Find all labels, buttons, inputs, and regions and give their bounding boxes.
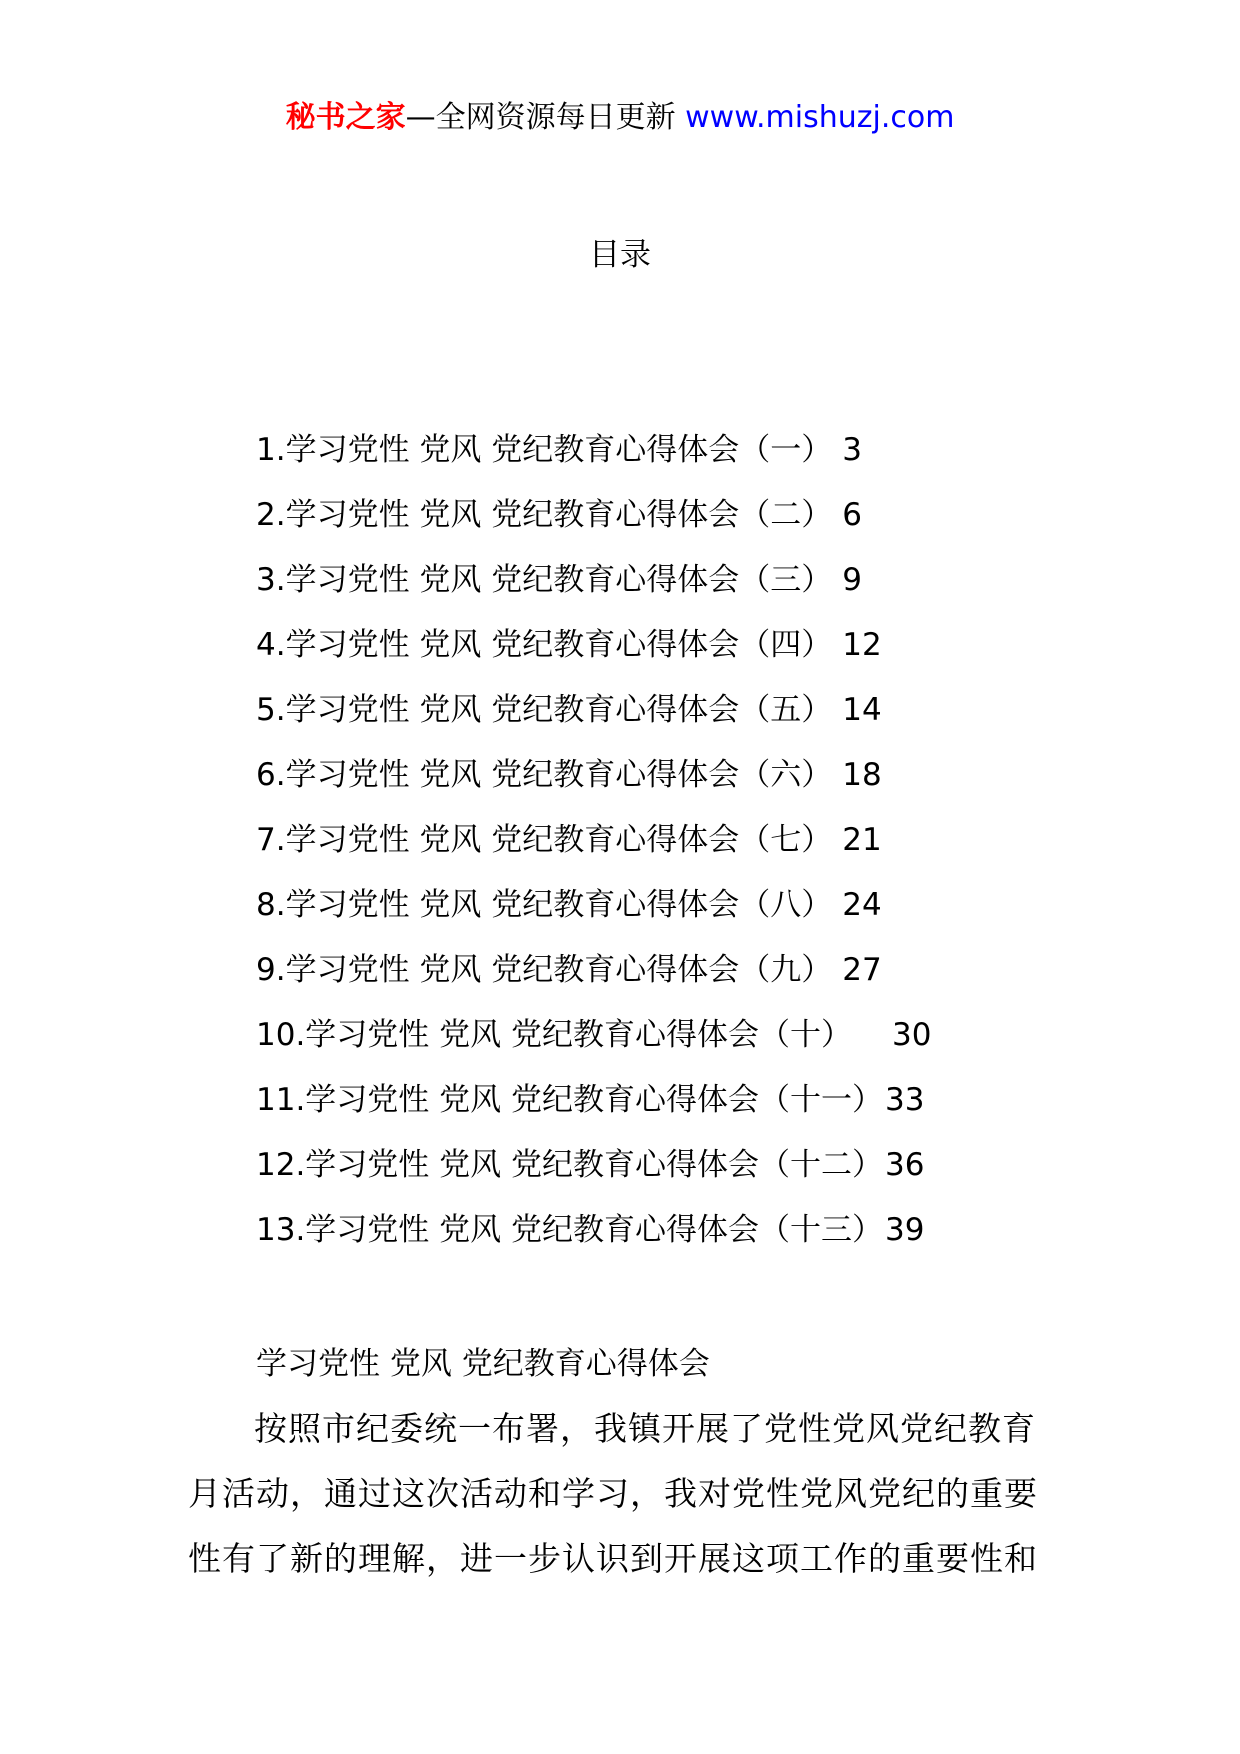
toc-entry-page: 21 xyxy=(842,822,882,858)
brand-name: 秘书之家 xyxy=(285,100,406,135)
site-header xyxy=(0,98,1240,138)
toc-entry-page: 9 xyxy=(842,562,863,598)
article-title: 学习党性 党风 党纪教育心得体会 xyxy=(256,1346,710,1382)
toc-entry-page: 18 xyxy=(842,757,882,793)
toc-entry-label: 13.学习党性 党风 党纪教育心得体会（十三） xyxy=(256,1212,884,1248)
toc-entry-page: 33 xyxy=(885,1082,925,1118)
toc-entry-label: 4.学习党性 党风 党纪教育心得体会（四） xyxy=(256,627,833,663)
toc-entry-page: 36 xyxy=(885,1147,925,1183)
toc-entry-label: 10.学习党性 党风 党纪教育心得体会（十） xyxy=(256,1017,853,1053)
toc-entry-page: 24 xyxy=(842,887,882,923)
toc-entry-label: 2.学习党性 党风 党纪教育心得体会（二） xyxy=(256,497,833,533)
article-paragraph: 按照市纪委统一布署，我镇开展了党性党风党纪教育月活动，通过这次活动和学习，我对党性党风党纪的重要性有了新的理解，进一步认识到开展这项工作的重要性和 xyxy=(188,1409,1038,1578)
toc-entry-label: 5.学习党性 党风 党纪教育心得体会（五） xyxy=(256,692,833,728)
toc-entry-page: 14 xyxy=(842,692,882,728)
toc-entry-page: 39 xyxy=(885,1212,925,1248)
toc-entry[interactable] xyxy=(256,885,1056,950)
toc-entry[interactable] xyxy=(256,1145,1056,1210)
toc-entry-label: 9.学习党性 党风 党纪教育心得体会（九） xyxy=(256,952,833,988)
toc-entry[interactable] xyxy=(256,1015,1056,1080)
toc-entry[interactable] xyxy=(256,1080,1056,1145)
toc-entry-label: 3.学习党性 党风 党纪教育心得体会（三） xyxy=(256,562,833,598)
toc-entry[interactable] xyxy=(256,820,1056,885)
toc-entry[interactable] xyxy=(256,560,1056,625)
table-of-contents xyxy=(256,430,1056,1275)
toc-entry-label: 7.学习党性 党风 党纪教育心得体会（七） xyxy=(256,822,833,858)
toc-entry[interactable] xyxy=(256,625,1056,690)
toc-entry[interactable] xyxy=(256,690,1056,755)
toc-title: 目录 xyxy=(589,237,651,273)
toc-entry[interactable] xyxy=(256,950,1056,1015)
toc-entry-page: 6 xyxy=(842,497,863,533)
toc-entry-label: 8.学习党性 党风 党纪教育心得体会（八） xyxy=(256,887,833,923)
toc-entry-label: 6.学习党性 党风 党纪教育心得体会（六） xyxy=(256,757,833,793)
toc-entry-label: 11.学习党性 党风 党纪教育心得体会（十一） xyxy=(256,1082,884,1118)
toc-entry-page: 12 xyxy=(842,627,882,663)
site-url-link[interactable]: www.mishuzj.com xyxy=(685,100,955,135)
toc-entry-label: 1.学习党性 党风 党纪教育心得体会（一） xyxy=(256,432,833,468)
toc-entry-label: 12.学习党性 党风 党纪教育心得体会（十二） xyxy=(256,1147,884,1183)
toc-entry-page: 30 xyxy=(892,1017,932,1053)
header-tagline: —全网资源每日更新 xyxy=(405,100,676,135)
toc-entry[interactable] xyxy=(256,1210,1056,1275)
toc-entry[interactable] xyxy=(256,755,1056,820)
toc-entry-page: 3 xyxy=(842,432,863,468)
toc-entry[interactable] xyxy=(256,430,1056,495)
toc-entry[interactable] xyxy=(256,495,1056,560)
toc-entry-page: 27 xyxy=(842,952,882,988)
